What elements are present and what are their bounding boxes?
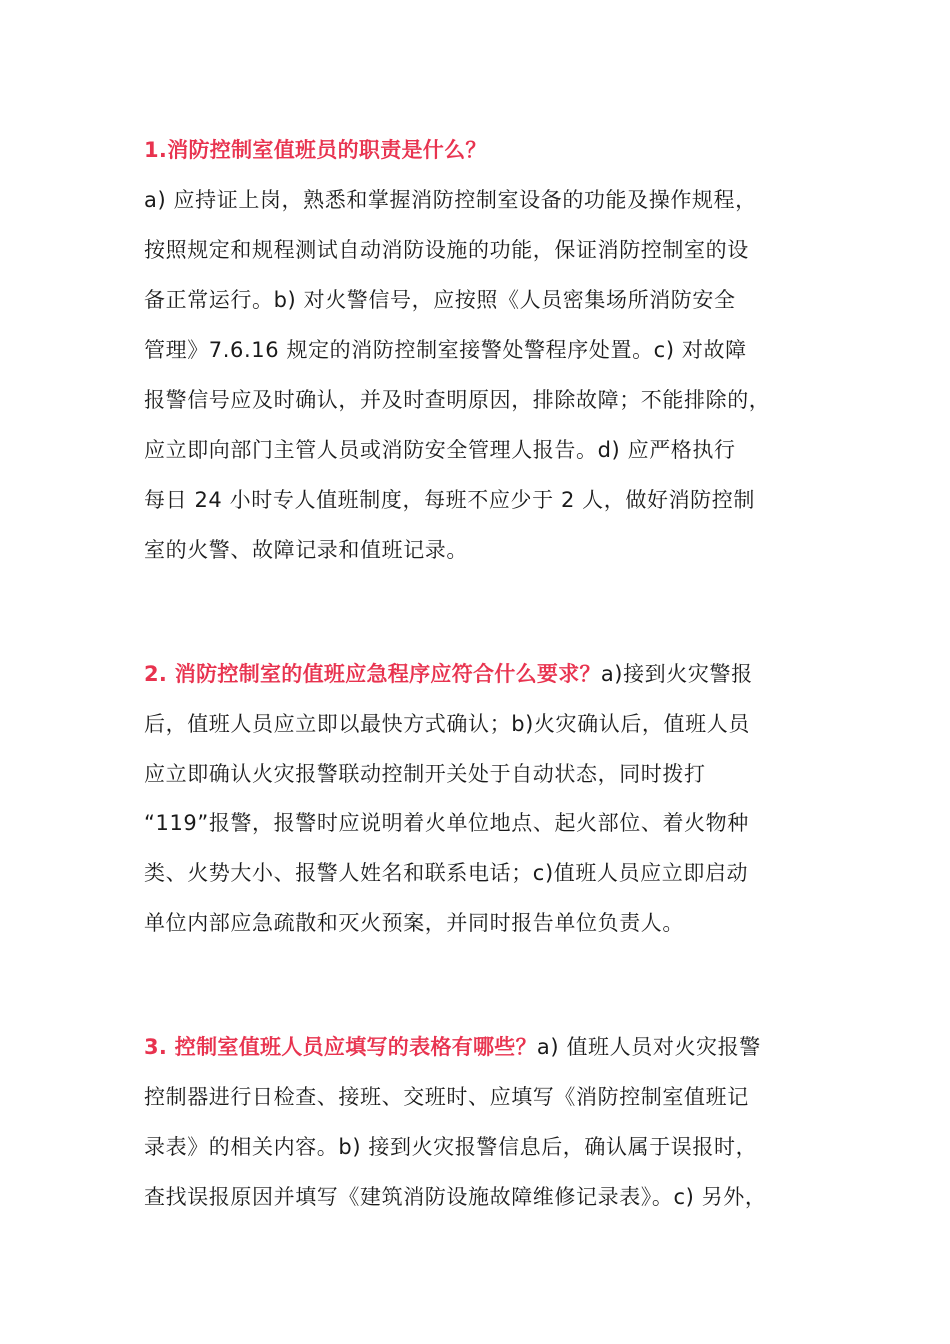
answer-3-line-0: a) 值班人员对火灾报警 — [536, 1035, 761, 1059]
question-3-line — [144, 1032, 761, 1062]
answer-1-line-4: 管理》7.6.16 规定的消防控制室接警处警程序处置。c) 对故障 — [144, 338, 747, 362]
question-1-heading: 1.消防控制室值班员的职责是什么？ — [144, 138, 487, 162]
question-3-heading: 3. 控制室值班人员应填写的表格有哪些？ — [144, 1035, 537, 1059]
answer-1-line-5: 报警信号应及时确认，并及时查明原因，排除故障；不能排除的， — [144, 388, 771, 412]
answer-2-line-4: 类、火势大小、报警人姓名和联系电话；c)值班人员应立即启动 — [144, 861, 749, 885]
answer-1-line-3: 备正常运行。b) 对火警信号，应按照《人员密集场所消防安全 — [144, 288, 736, 312]
answer-1-line-6: 应立即向部门主管人员或消防安全管理人报告。d) 应严格执行 — [144, 438, 736, 462]
answer-2-line-0: a)接到火灾警报 — [600, 662, 753, 686]
answer-1-line-1: a) 应持证上岗，熟悉和掌握消防控制室设备的功能及操作规程， — [144, 188, 757, 212]
answer-1-line-7: 每日 24 小时专人值班制度，每班不应少于 2 人，做好消防控制 — [144, 488, 755, 512]
question-2-heading: 2. 消防控制室的值班应急程序应符合什么要求？ — [144, 662, 601, 686]
answer-3-line-3: 查找误报原因并填写《建筑消防设施故障维修记录表》。c) 另外， — [144, 1185, 767, 1209]
answer-3-line-2: 录表》的相关内容。b) 接到火灾报警信息后，确认属于误报时， — [144, 1135, 758, 1159]
answer-1-line-2: 按照规定和规程测试自动消防设施的功能，保证消防控制室的设 — [144, 238, 749, 262]
answer-3-line-1: 控制器进行日检查、接班、交班时、应填写《消防控制室值班记 — [144, 1085, 749, 1109]
question-2-line — [144, 659, 753, 689]
answer-1-line-8: 室的火警、故障记录和值班记录。 — [144, 538, 468, 562]
answer-2-line-5: 单位内部应急疏散和灭火预案，并同时报告单位负责人。 — [144, 911, 684, 935]
answer-2-line-2: 应立即确认火灾报警联动控制开关处于自动状态，同时拨打 — [144, 762, 706, 786]
answer-2-line-1: 后，值班人员应立即以最快方式确认；b)火灾确认后，值班人员 — [144, 712, 750, 736]
answer-2-line-3: “119”报警，报警时应说明着火单位地点、起火部位、着火物种 — [144, 811, 749, 835]
